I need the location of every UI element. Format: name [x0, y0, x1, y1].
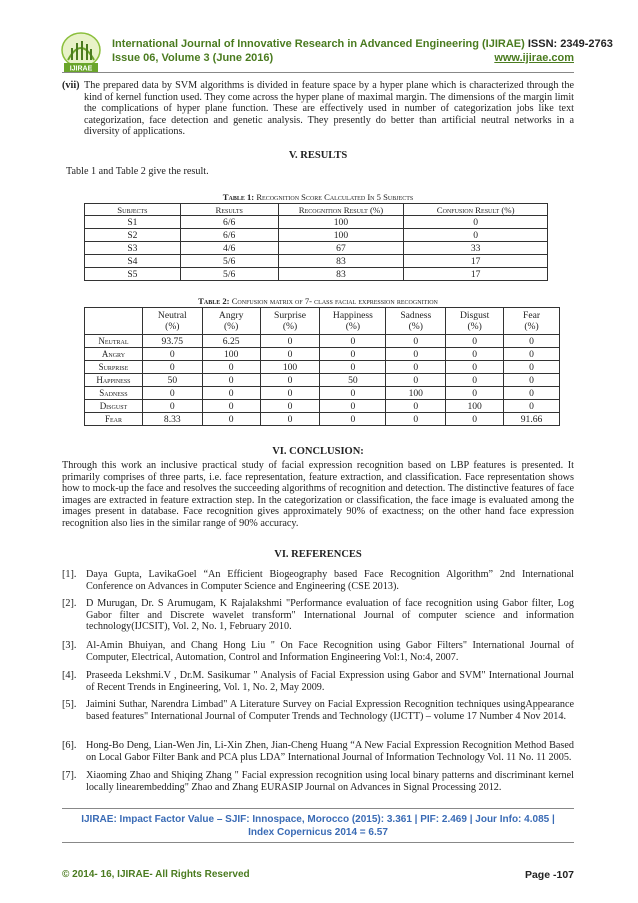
table2-header-unit: (%): [165, 321, 180, 332]
table2-header-unit: (%): [223, 321, 239, 332]
table2-header-cell: [504, 308, 560, 335]
table1-row: [85, 268, 548, 281]
table2-body: [85, 335, 560, 426]
table2-row: [85, 361, 560, 374]
reference-item: [62, 598, 574, 633]
table2-header-name: Neutral: [157, 310, 187, 321]
table2-row: [85, 374, 560, 387]
table2-cell: 0: [446, 413, 504, 426]
table2-cell: 6.25: [202, 335, 260, 348]
table2-cell: 0: [142, 361, 202, 374]
table2-cell: 50: [320, 374, 386, 387]
issn: ISSN: 2349-2763: [527, 38, 613, 50]
table2-header-name: Fear: [523, 310, 541, 321]
table2-cell: 0: [260, 413, 320, 426]
table2-caption-text: Confusion matrix of 7- class facial expression recognition: [231, 296, 438, 306]
journal-url-link[interactable]: www.ijirae.com: [494, 52, 574, 64]
reference-number: [2].: [62, 598, 77, 609]
table2-cell: 0: [446, 361, 504, 374]
table1-cell: 0: [404, 216, 548, 229]
journal-issue: Issue 06, Volume 3 (June 2016): [112, 52, 274, 64]
table2-header-unit: (%): [282, 321, 298, 332]
reference-item: [62, 699, 574, 722]
table2-cell: 0: [260, 374, 320, 387]
intro-item-label: (vii): [62, 80, 80, 91]
table2-cell: 0: [504, 400, 560, 413]
table2-cell: 0: [320, 413, 386, 426]
table1-cell: 5/6: [180, 255, 278, 268]
table2-cell: 0: [260, 387, 320, 400]
table2-cell: 0: [320, 400, 386, 413]
reference-text: Praseeda Lekshmi.V , Dr.M. Sasikumar " Analysis of Facial Expression using Gabor and SVM" International Journal of Recent Trends in Engineering, Vol. 1, No. 2, May 2009.: [86, 670, 574, 693]
table1-cell: S3: [85, 242, 181, 255]
table2-row-label: Sadness: [85, 387, 143, 400]
page-number: Page -107: [524, 869, 574, 881]
table2-cell: 0: [386, 348, 446, 361]
table1-header-cell: Subjects: [85, 204, 181, 216]
table2-cell: 100: [386, 387, 446, 400]
table2-cell: 0: [202, 413, 260, 426]
table2-cell: 0: [320, 348, 386, 361]
reference-number: [6].: [62, 740, 77, 751]
table1-row: [85, 229, 548, 242]
table2-row-label: Angry: [85, 348, 143, 361]
table2-cell: 0: [504, 374, 560, 387]
table2-row-label: Disgust: [85, 400, 143, 413]
table1-cell: 0: [404, 229, 548, 242]
table2-cell: 8.33: [142, 413, 202, 426]
table1-header-cell: Results: [180, 204, 278, 216]
table2-row: [85, 413, 560, 426]
reference-number: [4].: [62, 670, 77, 681]
table2-row-label: Surprise: [85, 361, 143, 374]
table2-cell: 0: [446, 348, 504, 361]
table2-caption: [62, 296, 574, 306]
reference-item: [62, 740, 574, 763]
table2-header-cell: [446, 308, 504, 335]
table2-cell: 0: [386, 374, 446, 387]
table2-cell: 0: [446, 387, 504, 400]
table2-header-unit: (%): [524, 321, 539, 332]
reference-text: Xiaoming Zhao and Shiqing Zhang " Facial expression recognition using local binary patterns and discriminant kernel locally linearembedding" Zhao and Zhang EURASIP Journal on Advances in Signal Processing 2012.: [86, 770, 574, 793]
table2-cell: 0: [142, 400, 202, 413]
table1-caption-label: Table 1:: [222, 192, 255, 202]
table1-row: [85, 242, 548, 255]
table2-cell: 0: [142, 348, 202, 361]
table2-cell: 0: [202, 387, 260, 400]
table2-cell: 0: [504, 387, 560, 400]
table2-cell: 100: [202, 348, 260, 361]
reference-text: Daya Gupta, LavikaGoel “An Efficient Biogeography based Face Recognition Algorithm” 2nd International Conference on Advances in Computer Science and Engineering (CSE 2013).: [86, 569, 574, 592]
table2-cell: 0: [142, 387, 202, 400]
table2-caption-label: Table 2:: [198, 296, 230, 306]
table2-cell: 0: [320, 335, 386, 348]
table2-header-name: Angry: [218, 310, 244, 321]
journal-title: [112, 38, 613, 50]
table2-cell: 0: [320, 361, 386, 374]
table1-cell: 67: [278, 242, 404, 255]
table2-cell: 0: [260, 400, 320, 413]
footer-index-copernicus: Index Copernicus 2014 = 6.57: [248, 827, 388, 838]
table1-cell: 4/6: [180, 242, 278, 255]
table2-cell: 91.66: [504, 413, 560, 426]
journal-logo: [58, 30, 104, 74]
table1-cell: 6/6: [180, 216, 278, 229]
table1-caption-text: Recognition Score Calculated In 5 Subjects: [256, 192, 414, 202]
table2-row: [85, 387, 560, 400]
table1-cell: 5/6: [180, 268, 278, 281]
reference-item: [62, 770, 574, 793]
table2-cell: 0: [504, 335, 560, 348]
table2-cell: 93.75: [142, 335, 202, 348]
table2-cell: 0: [386, 413, 446, 426]
table2: [84, 307, 560, 426]
table2-header-unit: (%): [408, 321, 423, 332]
table1-row: [85, 216, 548, 229]
table2-cell: 0: [446, 335, 504, 348]
reference-item: [62, 569, 574, 592]
footer-divider-2: [62, 842, 574, 843]
table2-cell: 0: [202, 361, 260, 374]
table2-header-cell: [386, 308, 446, 335]
journal-name: International Journal of Innovative Research in Advanced Engineering (IJIRAE): [112, 38, 525, 50]
table2-cell: 0: [504, 348, 560, 361]
reference-number: [7].: [62, 770, 77, 781]
table2-header-cell: [320, 308, 386, 335]
table1-cell: S1: [85, 216, 181, 229]
table2-cell: 0: [260, 348, 320, 361]
reference-text: Jaimini Suthar, Narendra Limbad" A Literature Survey on Facial Expression Recognition techniques usingAppearance based features" International Journal of Computer Trends and Technology (IJCTT) – volume 17 Number 4 Nov 2014.: [86, 699, 574, 722]
intro-item-text: The prepared data by SVM algorithms is divided in feature space by a hyper plane which is characterized through the kind of kernel function used. They come across the hyper plane of maximal margin. The dimensions of the margin limit the complications of hyper plane function. These are effectively used in number of categorization jobs like text categorization, face detection and genetic analysis. They presently do better than artificial neutral networks in a diversity of applications.: [84, 80, 574, 138]
copyright: © 2014- 16, IJIRAE- All Rights Reserved: [62, 869, 250, 880]
table1-caption: [62, 192, 574, 202]
reference-text: Hong-Bo Deng, Lian-Wen Jin, Li-Xin Zhen, Jian-Cheng Huang “A New Facial Expression Recognition Method Based on Local Gabor Filter Bank and PCA plus LDA” International Journal of Information Technology Vol. 11 No. 11 2005.: [86, 740, 574, 763]
table2-corner-cell: [85, 308, 143, 335]
results-lead: Table 1 and Table 2 give the result.: [66, 166, 209, 177]
table1-cell: S5: [85, 268, 181, 281]
table2-row: [85, 335, 560, 348]
table2-header-unit: (%): [467, 321, 482, 332]
intro-item: [62, 80, 574, 138]
table2-row-label: Happiness: [85, 374, 143, 387]
table1-header-cell: Recognition Result (%): [278, 204, 404, 216]
table2-row-label: Fear: [85, 413, 143, 426]
table1-cell: 33: [404, 242, 548, 255]
header-divider: [62, 72, 574, 73]
table2-row: [85, 348, 560, 361]
table1-header-cell: Confusion Result (%): [404, 204, 548, 216]
reference-number: [3].: [62, 640, 77, 651]
table2-header-cell: [260, 308, 320, 335]
results-heading: V. RESULTS: [288, 150, 348, 161]
table2-header-row: [85, 308, 560, 335]
reference-number: [5].: [62, 699, 77, 710]
table1: [84, 203, 548, 281]
conclusion-heading: VI. CONCLUSION:: [272, 446, 364, 457]
logo-text: IJIRAE: [69, 65, 93, 73]
table2-cell: 0: [386, 335, 446, 348]
table2-header-cell: [142, 308, 202, 335]
table1-header-row: [85, 204, 548, 216]
table2-header-name: Surprise: [274, 310, 307, 321]
table2-cell: 0: [202, 374, 260, 387]
table2-header-unit: (%): [345, 321, 361, 332]
reference-text: Al-Amin Bhuiyan, and Chang Hong Liu " On Face Recognition using Gabor Filters" International Journal of Computer, Electrical, Automation, Control and Information Engineering Vol:1, No:4, 2007.: [86, 640, 574, 663]
table2-cell: 0: [386, 400, 446, 413]
table2-row-label: Neutral: [85, 335, 143, 348]
table2-cell: 100: [260, 361, 320, 374]
reference-item: [62, 640, 574, 663]
table2-cell: 0: [320, 387, 386, 400]
table1-row: [85, 255, 548, 268]
table1-cell: 100: [278, 229, 404, 242]
reference-text: D Murugan, Dr. S Arumugam, K Rajalakshmi "Performance evaluation of face recognition using Gabor filter, Log Gabor filter and Discrete wavelet transform" International Journal of computer science and information technology(IJCSIT), Vol. 2, No. 1, February 2010.: [86, 598, 574, 633]
references-heading: VI. REFERENCES: [274, 549, 362, 560]
table1-cell: 100: [278, 216, 404, 229]
table2-header-cell: [202, 308, 260, 335]
table1-cell: 17: [404, 255, 548, 268]
table1-cell: 6/6: [180, 229, 278, 242]
table2-cell: 0: [202, 400, 260, 413]
table2-header-name: Disgust: [459, 310, 490, 321]
table1-cell: 83: [278, 268, 404, 281]
table2-cell: 100: [446, 400, 504, 413]
table2-row: [85, 400, 560, 413]
footer-divider: [62, 808, 574, 809]
reference-number: [1].: [62, 569, 77, 580]
table1-cell: S4: [85, 255, 181, 268]
table2-cell: 0: [446, 374, 504, 387]
reference-item: [62, 670, 574, 693]
table1-cell: 17: [404, 268, 548, 281]
footer-impact-factor: IJIRAE: Impact Factor Value – SJIF: Innospace, Morocco (2015): 3.361 | PIF: 2.469 | Jour Info: 4.085 |: [81, 814, 555, 825]
table2-header-name: Happiness: [332, 310, 373, 321]
table2-cell: 0: [260, 335, 320, 348]
table1-body: [85, 216, 548, 281]
table1-cell: 83: [278, 255, 404, 268]
table1-cell: S2: [85, 229, 181, 242]
conclusion-text: Through this work an inclusive practical study of facial expression recognition based on LBP features is presented. It primarily comprises of three parts, i.e. face representation, feature extraction, and classification. Face representation shows how to mock-up the face and resolves the succeeding algorithms of recognition and detection. The distinctive features of face images are extracted in feature extraction step. In the categorization or classification, the face image is evaluated among the images present in database. Face recognition gives approximately 90% of exactness; on the other hand face expression recognition also lies in the similar range of 90% accuracy.: [62, 460, 574, 529]
table2-cell: 0: [504, 361, 560, 374]
table2-header-name: Sadness: [400, 310, 432, 321]
table2-cell: 0: [386, 361, 446, 374]
table2-cell: 50: [142, 374, 202, 387]
